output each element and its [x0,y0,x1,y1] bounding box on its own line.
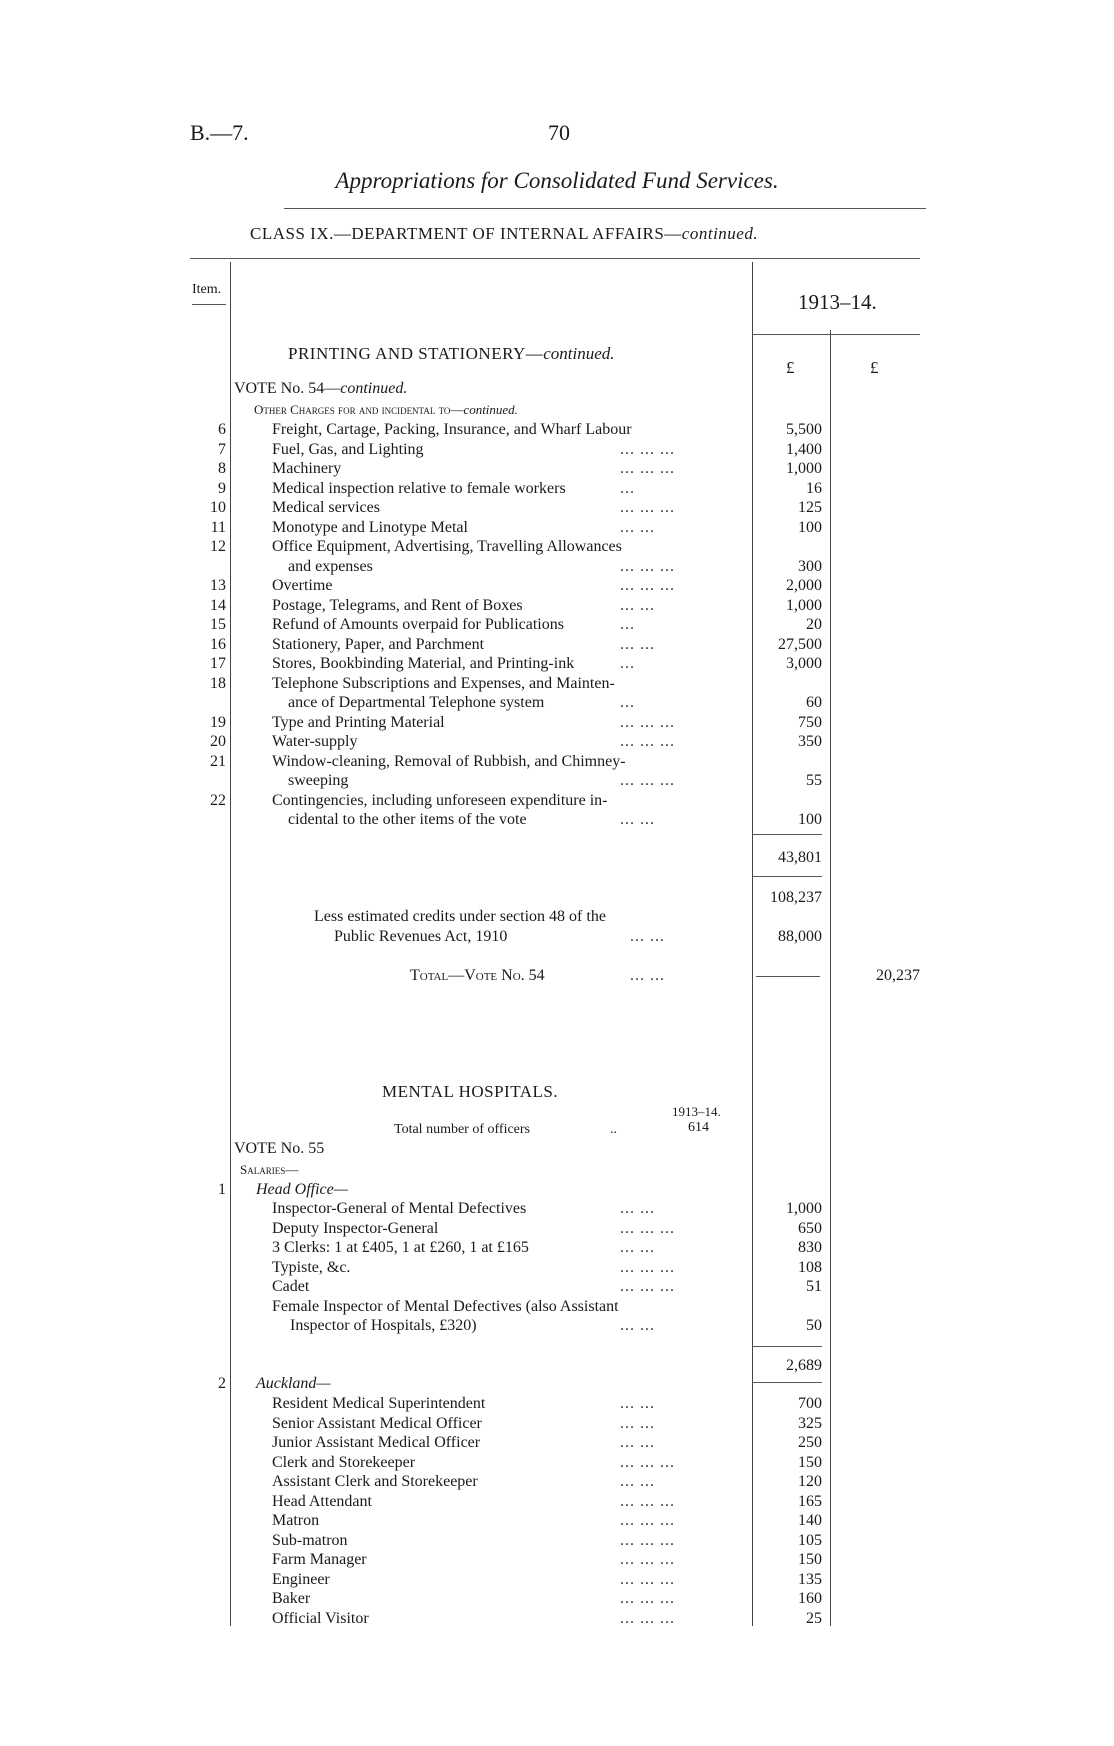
table-row [0,713,1114,732]
table-row [0,596,1114,615]
item-number: 6 [218,421,226,438]
item-description: Farm Manager [272,1551,367,1568]
item-number: 15 [210,616,226,633]
head-office-top-rule [752,1346,822,1347]
table-row [0,1394,1114,1413]
auckland-heading-row [0,1374,1114,1393]
item-amount: 105 [798,1531,822,1549]
item-amount: 50 [806,1317,822,1334]
year-header-rule [752,334,920,335]
item-description: Freight, Cartage, Packing, Insurance, and Wharf Labour [272,421,632,438]
vote-54-total-label: Total—Vote No. 54 [410,967,545,984]
table-row [0,810,1114,829]
leader-dots: ... ... [620,1414,655,1432]
table-row [0,557,1114,576]
leader-dots: ... ... ... [620,440,675,458]
item-amount: 1,000 [786,460,822,477]
item-description: Resident Medical Superintendent [272,1395,486,1412]
leader-dots: ... ... ... [620,1609,675,1627]
table-row [0,1297,1114,1316]
leader-dots: ... ... ... [620,1570,675,1588]
item-number: 12 [210,538,226,555]
leader-dots: ... ... ... [620,1219,675,1237]
section-title-continued: continued. [543,344,615,363]
item-description: Refund of Amounts overpaid for Publications [272,616,564,633]
item-amount: 100 [798,518,822,536]
subtotal-rule [752,834,822,835]
item-description: Official Visitor [272,1609,369,1627]
item-amount: 650 [798,1219,822,1237]
item-number: 16 [210,635,226,653]
table-row [0,1414,1114,1433]
leader-dots: ... ... ... [620,1453,675,1471]
vote-heading-text: VOTE No. 54— [234,380,341,397]
item-description: Stores, Bookbinding Material, and Printing-ink [272,655,575,672]
item-header-rule [192,304,226,305]
leader-dots: ... ... ... [620,713,675,731]
item-number: 8 [218,460,226,477]
item-number: 10 [210,499,226,516]
item-description: Stationery, Paper, and Parchment [272,635,485,653]
leader-dots: ... ... ... [620,1551,675,1568]
item-description: Cadet [272,1278,310,1295]
credits-text-1: Less estimated credits under section 48 of the [314,908,606,925]
vote-54-total-dots: ... ... [630,967,665,984]
item-amount: 100 [798,811,822,828]
leader-dots: ... [620,616,635,633]
item-amount: 150 [798,1453,822,1471]
item-amount: 165 [798,1492,822,1510]
item-description: Head Attendant [272,1492,372,1510]
head-office-heading-row [0,1180,1114,1199]
table-row [0,479,1114,498]
item-number: 14 [210,596,226,614]
table-row [0,1589,1114,1608]
document-reference: B.—7. [190,120,249,145]
table-row [0,537,1114,556]
table-row [0,518,1114,537]
total-unit-label: £ [870,358,879,377]
item-amount: 16 [806,479,822,497]
table-row [0,654,1114,673]
item-amount: 120 [798,1473,822,1490]
item-amount: 300 [798,557,822,575]
table-row [0,1433,1114,1452]
table-row [0,791,1114,810]
table-row [0,1258,1114,1277]
leader-dots: ... ... ... [620,1492,675,1510]
table-row [0,771,1114,790]
table-top-rule [190,258,920,259]
table-row [0,1199,1114,1218]
salaries-heading: Salaries— [240,1162,299,1177]
gross-row [0,888,1114,907]
leader-dots: ... [620,694,635,711]
item-number: 20 [210,733,226,750]
section-title-printing [288,344,615,364]
item-amount: 60 [806,694,822,711]
table-row [0,732,1114,751]
item-amount: 1,000 [786,596,822,614]
head-office-subtotal: 2,689 [786,1357,822,1374]
item-description: Senior Assistant Medical Officer [272,1414,482,1432]
table-row [0,1219,1114,1238]
item-amount: 27,500 [778,635,822,653]
item-description: Medical inspection relative to female workers [272,479,566,497]
table-row [0,635,1114,654]
leader-dots: ... ... [620,596,655,614]
item-number: 22 [210,791,226,809]
vote-heading [234,380,407,398]
item-amount: 125 [798,499,822,516]
leader-dots: ... ... [620,518,655,536]
leader-dots: ... ... ... [620,460,675,477]
table-row [0,1550,1114,1569]
item-description: Office Equipment, Advertising, Travelling Allowances [272,538,622,555]
credits-text-2: Public Revenues Act, 1910 [334,928,508,945]
vote-54-total-amount: 20,237 [876,967,920,984]
item-description: Water-supply [272,733,358,750]
table-row [0,440,1114,459]
item-column-header: Item. [192,282,222,297]
credits-dots: ... ... [630,928,665,945]
item-amount: 250 [798,1434,822,1451]
item-amount: 150 [798,1551,822,1568]
leader-dots: ... ... ... [620,1590,675,1607]
section-title-text: PRINTING AND STATIONERY— [288,344,544,363]
leader-dots: ... ... ... [620,1531,675,1549]
auckland-label: Auckland— [256,1375,331,1392]
subhead-other-charges [254,402,518,418]
gross-rule [752,876,822,877]
item-description: Inspector-General of Mental Defectives [272,1200,527,1217]
credits-row-2 [0,927,1114,946]
amount-unit-label: £ [786,358,795,377]
subhead-text: Other Charges for and incidental to— [254,402,464,417]
officers-label: Total number of officers [394,1122,530,1137]
item-amount: 1,400 [786,440,822,458]
table-row [0,498,1114,517]
table-row [0,576,1114,595]
subhead-continued: continued. [463,402,518,417]
class-title [250,224,758,244]
table-row [0,615,1114,634]
leader-dots: ... ... ... [620,1278,675,1295]
item-number: 21 [210,752,226,770]
leader-dots: ... ... [620,1395,655,1412]
credits-amount: 88,000 [778,928,822,945]
item-description: Inspector of Hospitals, £320) [290,1317,477,1334]
leader-dots: ... [620,479,635,497]
item-amount: 135 [798,1570,822,1588]
table-row [0,1492,1114,1511]
item-description: Sub-matron [272,1531,348,1549]
item-description: Typiste, &c. [272,1258,351,1276]
item-number: 18 [210,674,226,692]
class-title-continued: continued. [681,224,759,243]
item-amount: 1,000 [786,1200,822,1217]
leader-dots: ... ... ... [620,557,675,575]
item-description: Junior Assistant Medical Officer [272,1434,481,1451]
printing-subtotal-row [0,848,1114,867]
item-description: Fuel, Gas, and Lighting [272,440,424,458]
item-amount: 51 [806,1278,822,1295]
item-amount: 700 [798,1395,822,1412]
page-title: Appropriations for Consolidated Fund Services. [335,168,779,193]
item-number: 17 [210,655,226,672]
item-description: Overtime [272,577,333,594]
item-description: Contingencies, including unforeseen expenditure in- [272,791,608,809]
item-amount: 830 [798,1239,822,1256]
vote-55-heading: VOTE No. 55 [234,1140,325,1157]
leader-dots: ... ... [620,811,655,828]
page-number: 70 [548,120,570,145]
header-rule [284,208,926,209]
vote-54-total-row [0,966,1114,985]
item-description: Deputy Inspector-General [272,1219,439,1237]
auckland-item-number: 2 [218,1375,226,1392]
item-amount: 108 [798,1258,822,1276]
leader-dots: ... ... ... [620,772,675,789]
item-amount: 325 [798,1414,822,1432]
item-amount: 20 [806,616,822,633]
leader-dots: ... ... ... [620,499,675,516]
item-description: Clerk and Storekeeper [272,1453,416,1471]
item-description: and expenses [288,557,373,575]
item-description: Machinery [272,460,342,477]
printing-subtotal: 43,801 [778,849,822,866]
item-description: Type and Printing Material [272,713,445,731]
table-row [0,420,1114,439]
item-amount: 5,500 [786,421,822,438]
table-row [0,1609,1114,1628]
item-number: 9 [218,479,226,497]
table-row [0,693,1114,712]
table-row [0,1277,1114,1296]
leader-dots: ... ... [620,635,655,653]
item-description: cidental to the other items of the vote [288,811,527,828]
head-office-subtotal-row [0,1356,1114,1375]
item-number: 13 [210,577,226,594]
class-title-text: CLASS IX.—DEPARTMENT OF INTERNAL AFFAIRS— [250,224,682,243]
item-description: 3 Clerks: 1 at £405, 1 at £260, 1 at £165 [272,1239,529,1256]
item-amount: 160 [798,1590,822,1607]
leader-dots: ... ... [620,1473,655,1490]
table-row [0,674,1114,693]
leader-dots: ... ... ... [620,733,675,750]
table-row [0,1472,1114,1491]
table-row [0,1238,1114,1257]
head-office-item-number: 1 [218,1181,226,1198]
item-description: Postage, Telegrams, and Rent of Boxes [272,596,523,614]
item-number: 11 [210,518,226,536]
head-office-label: Head Office— [256,1181,348,1198]
year-column-header: 1913–14. [798,290,877,314]
leader-dots: ... ... [620,1239,655,1256]
item-description: Telephone Subscriptions and Expenses, and Mainten- [272,674,615,692]
item-number: 7 [218,440,226,458]
leader-dots: ... ... ... [620,577,675,594]
item-description: Medical services [272,499,380,516]
officers-count: 614 [688,1120,709,1135]
table-row [0,459,1114,478]
item-amount: 25 [806,1609,822,1627]
item-description: Assistant Clerk and Storekeeper [272,1473,478,1490]
item-description: Matron [272,1512,320,1529]
leader-dots: ... ... [620,1200,655,1217]
table-row [0,1316,1114,1335]
item-description: Monotype and Linotype Metal [272,518,468,536]
leader-dots: ... [620,655,635,672]
officers-year: 1913–14. [672,1104,721,1119]
table-row [0,752,1114,771]
item-amount: 350 [798,733,822,750]
table-row [0,1531,1114,1550]
item-description: ance of Departmental Telephone system [288,694,545,711]
item-number: 19 [210,713,226,731]
item-description: Engineer [272,1570,330,1588]
item-description: Window-cleaning, Removal of Rubbish, and Chimney- [272,752,626,770]
table-row [0,1453,1114,1472]
officers-dots: .. [610,1122,617,1137]
leader-dots: ... ... [620,1317,655,1334]
vote-heading-continued: continued. [340,380,408,397]
item-description: Baker [272,1590,311,1607]
table-row [0,1570,1114,1589]
leader-dots: ... ... ... [620,1258,675,1276]
item-description: Female Inspector of Mental Defectives (also Assistant [272,1297,619,1315]
leader-dots: ... ... [620,1434,655,1451]
item-amount: 750 [798,713,822,731]
item-amount: 140 [798,1512,822,1529]
item-amount: 55 [806,772,822,789]
section-title-mental-hospitals: MENTAL HOSPITALS. [382,1082,559,1101]
table-row [0,1511,1114,1530]
gross-amount: 108,237 [770,889,822,906]
item-amount: 2,000 [786,577,822,594]
credits-row-1 [0,907,1114,926]
leader-dots: ... ... ... [620,1512,675,1529]
item-amount: 3,000 [786,655,822,672]
item-description: sweeping [288,772,349,789]
